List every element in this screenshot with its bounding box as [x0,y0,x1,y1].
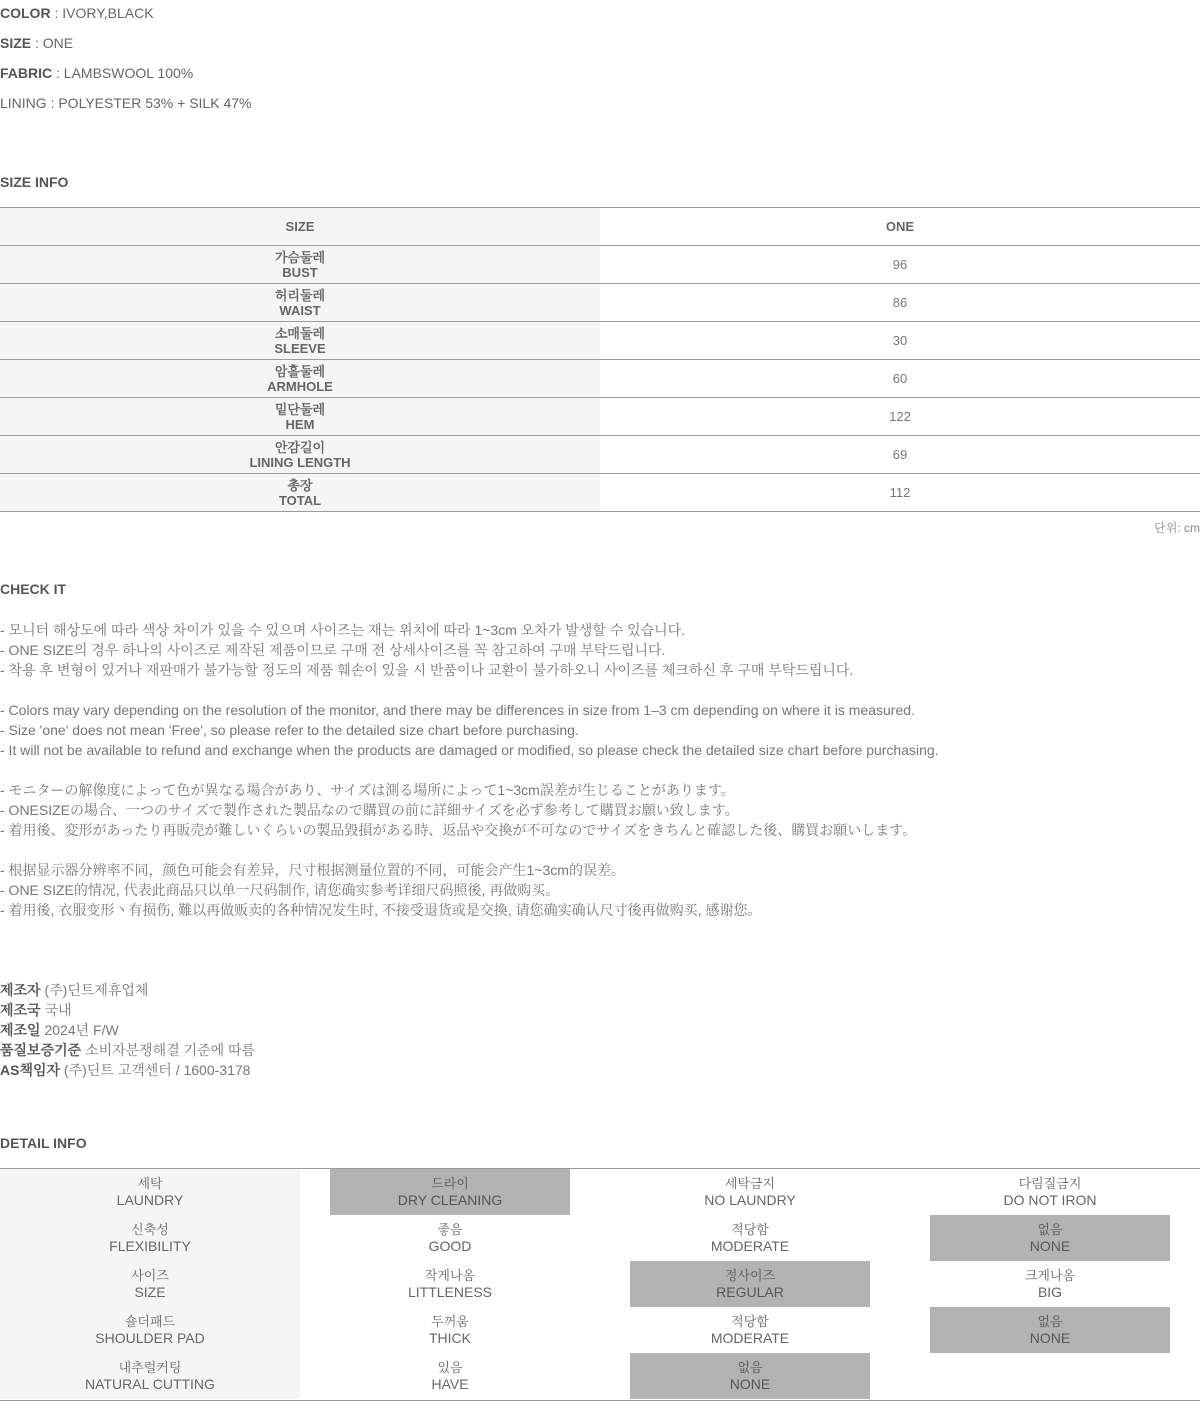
detail-row-head [0,1261,300,1307]
size-label-en: BUST [282,264,318,280]
check-spacer [0,760,1200,780]
size-row-value: 69 [892,447,908,462]
detail-info-title: DETAIL INFO [0,1135,87,1151]
maker-info-label: 품질보증기준 [0,1042,82,1058]
detail-row-head [0,1353,300,1399]
size-row-value: 96 [892,257,908,272]
size-table-row [0,246,1200,284]
check-note-line: - 着用後、変形があったり再販売が難しいくらいの製品毀損がある時、返品や交換が不可なのでサイズをきちんと確認した後、購買お願いします。 [0,822,917,838]
maker-info-line [0,980,255,1000]
size-row-value: 122 [889,409,911,424]
spec-value: : IVORY,BLACK [50,5,154,21]
detail-option-en: NONE [729,1376,771,1392]
check-note-line: - Size 'one' does not mean 'Free', so please refer to the detailed size chart before purchasing. [0,722,579,738]
detail-option-en: HAVE [431,1376,469,1392]
check-it-title: CHECK IT [0,581,67,597]
size-info-title: SIZE INFO [0,174,69,190]
maker-info-label: 제조국 [0,1002,41,1018]
size-row-label [0,360,600,397]
spec-label: SIZE [0,35,32,51]
detail-option-ko: 크게나옴 [1024,1268,1076,1283]
detail-option-ko: 없음 [1037,1222,1063,1237]
detail-head-en: LAUNDRY [116,1192,184,1208]
size-label-en: WAIST [279,302,321,318]
detail-option [300,1169,600,1215]
check-note-line: - ONE SIZE의 경우 하나의 사이즈로 제작된 제품이므로 구매 전 상세사이즈를 꼭 참고하여 구매 부탁드립니다. [0,642,666,658]
size-label-en: TOTAL [278,492,322,508]
detail-head-ko: 내추럴커팅 [118,1360,182,1375]
detail-row [0,1169,1200,1215]
detail-head-ko: 세탁 [137,1176,163,1191]
detail-row [0,1353,1200,1399]
detail-option-text [330,1353,570,1399]
detail-option [300,1261,600,1307]
size-table [0,207,1200,512]
spec-lining [0,94,251,112]
detail-option [900,1261,1200,1307]
check-note-line: - 根据显示器分辨率不同，颜色可能会有差异，尺寸根据测量位置的不同，可能会产生1~3cm的误差。 [0,862,625,878]
size-row-label [0,474,600,511]
detail-option-ko: 없음 [1037,1314,1063,1329]
maker-info-line [0,1040,255,1060]
detail-option-text [330,1261,570,1307]
size-label-ko: 암홀둘레 [274,363,326,379]
detail-option-ko: 적당함 [731,1314,769,1329]
detail-option-ko: 두꺼움 [431,1314,469,1329]
detail-option-en: MODERATE [710,1330,790,1346]
detail-option-selected [930,1215,1170,1261]
spec-label: COLOR [0,5,51,21]
maker-info-value: 소비자분쟁해결 기준에 따름 [81,1042,256,1058]
detail-head-text [0,1215,300,1261]
size-table-row [0,322,1200,360]
detail-option-en: MODERATE [710,1238,790,1254]
detail-option [900,1307,1200,1353]
detail-head-text [0,1261,300,1307]
detail-option-ko: 적당함 [731,1222,769,1237]
maker-info-label: AS책임자 [0,1062,61,1078]
detail-option-ko: 작게나옴 [424,1268,476,1283]
detail-option-selected [930,1307,1170,1353]
maker-info-label: 제조자 [0,982,41,998]
detail-option-ko: 드라이 [431,1176,469,1191]
check-note-line: - Colors may vary depending on the resolution of the monitor, and there may be differences in size from 1–3 cm depending on where it is measured. [0,702,915,718]
detail-option [600,1353,900,1399]
detail-option-selected [330,1169,570,1215]
maker-info-value: 국내 [40,1002,72,1018]
maker-info-value: (주)딘트제휴업체 [40,982,149,998]
size-label-ko: 총장 [287,477,313,493]
spec-label: FABRIC [0,65,53,81]
size-row-label [0,322,600,359]
detail-option-ko: 없음 [737,1360,763,1375]
detail-option-ko: 정사이즈 [724,1268,776,1283]
size-label-en: HEM [285,416,315,432]
detail-head-text [0,1307,300,1353]
detail-row-head [0,1307,300,1353]
detail-table [0,1168,1200,1401]
size-label-en: LINING LENGTH [249,454,351,470]
detail-option-text [930,1261,1170,1307]
maker-info-value: 2024년 F/W [40,1022,119,1038]
detail-option-selected [630,1261,870,1307]
detail-option-text [930,1169,1170,1215]
check-note-line: - ONE SIZE的情况, 代表此商品只以单一尺码制作, 请您确实参考详细尺码照後, 再做购买。 [0,882,560,898]
detail-option-text [630,1307,870,1353]
unit-note: 단위: cm [1154,521,1200,535]
check-note-line: - ONESIZEの場合、一つのサイズで製作された製品なので購買の前に詳細サイズを必ず参考して購買お願い致します。 [0,802,739,818]
detail-option-en: BIG [1037,1284,1063,1300]
size-label-ko: 안감길이 [274,439,326,455]
spec-size [0,34,73,52]
detail-option-en: NO LAUNDRY [704,1192,796,1208]
size-label-ko: 밑단둘레 [274,401,326,417]
detail-option-selected [630,1353,870,1399]
spec-value: : LAMBSWOOL 100% [52,65,194,81]
size-table-row [0,360,1200,398]
detail-option [300,1307,600,1353]
detail-option-text [630,1215,870,1261]
detail-option [900,1169,1200,1215]
detail-option-en: LITTLENESS [407,1284,493,1300]
check-note-line: - 착용 후 변형이 있거나 재판매가 불가능할 정도의 제품 훼손이 있을 시 반품이나 교환이 불가하오니 사이즈를 체크하신 후 구매 부탁드립니다. [0,662,854,678]
detail-row [0,1215,1200,1261]
detail-option-en: NONE [1029,1330,1071,1346]
detail-option [600,1215,900,1261]
detail-option [900,1215,1200,1261]
detail-option-en: THICK [429,1330,471,1346]
detail-option-en: NONE [1029,1238,1071,1254]
detail-option-text [330,1307,570,1353]
maker-info-line [0,1020,255,1040]
size-row-label [0,246,600,283]
size-label-en: ARMHOLE [267,378,333,394]
spec-color [0,4,154,22]
maker-info-value: (주)딘트 고객센터 / 1600-3178 [60,1062,251,1078]
size-header-value: ONE [885,219,915,234]
detail-row [0,1307,1200,1353]
check-note-line: - モニターの解像度によって色が異なる場合があり、サイズは測る場所によって1~3cm誤差が生じることがあります。 [0,782,735,798]
size-table-header [0,208,1200,246]
detail-row [0,1261,1200,1307]
size-row-value: 112 [889,485,911,500]
size-label-ko: 소매둘레 [274,325,326,341]
detail-option-en: GOOD [428,1238,472,1254]
check-note-line: - 着用後, 衣服变形丶有损伤, 難以再做贩卖的各种情况发生时, 不接受退货或是交換, 请您确实确认尺寸後再做购买, 感谢您。 [0,902,762,918]
spec-value: LINING : POLYESTER 53% + SILK 47% [0,95,252,111]
detail-row-head [0,1215,300,1261]
size-row-value: 86 [892,295,908,310]
detail-head-ko: 신축성 [131,1222,169,1237]
size-row-value: 60 [892,371,908,386]
size-table-row [0,398,1200,436]
detail-option-ko: 있음 [437,1360,463,1375]
maker-info-line [0,1060,255,1080]
size-table-row [0,474,1200,512]
maker-info-label: 제조일 [0,1022,41,1038]
size-row-label [0,398,600,435]
size-row-label [0,436,600,473]
detail-option-ko: 다림질금지 [1018,1176,1082,1191]
detail-option-en: REGULAR [716,1284,784,1300]
check-spacer [0,680,1200,700]
detail-option [300,1353,600,1399]
detail-head-ko: 숄더패드 [124,1314,176,1329]
size-label-ko: 허리둘레 [274,287,326,303]
detail-option-en: DRY CLEANING [397,1192,503,1208]
detail-row-head [0,1169,300,1215]
detail-option [600,1307,900,1353]
check-note-line: - 모니터 해상도에 따라 색상 차이가 있을 수 있으며 사이즈는 재는 위치에 따라 1~3cm 오차가 발생할 수 있습니다. [0,622,686,638]
detail-head-en: SIZE [134,1284,166,1300]
size-label-en: SLEEVE [274,340,326,356]
detail-option-ko: 좋음 [437,1222,463,1237]
spec-fabric [0,64,193,82]
detail-head-text [0,1169,300,1215]
detail-option [300,1215,600,1261]
check-note-line: - It will not be available to refund and exchange when the products are damaged or modified, so please check the detailed size chart before purchasing. [0,742,939,758]
size-row-label [0,284,600,321]
detail-option-text [630,1169,870,1215]
size-header-label: SIZE [0,208,600,245]
detail-head-ko: 사이즈 [131,1268,169,1283]
detail-option [600,1261,900,1307]
detail-option-text [330,1215,570,1261]
detail-head-en: NATURAL CUTTING [85,1376,215,1392]
size-table-row [0,436,1200,474]
detail-head-en: SHOULDER PAD [95,1330,205,1346]
size-table-row [0,284,1200,322]
detail-head-en: FLEXIBILITY [109,1238,191,1254]
detail-head-text [0,1353,300,1399]
size-label-ko: 가슴둘레 [274,249,326,265]
maker-info [0,980,255,1080]
size-row-value: 30 [892,333,908,348]
maker-info-line [0,1000,255,1020]
check-spacer [0,840,1200,860]
detail-option [600,1169,900,1215]
detail-option-ko: 세탁금지 [724,1176,776,1191]
check-it-notes [0,620,1200,920]
detail-option-en: DO NOT IRON [1003,1192,1097,1208]
spec-value: : ONE [31,35,74,51]
